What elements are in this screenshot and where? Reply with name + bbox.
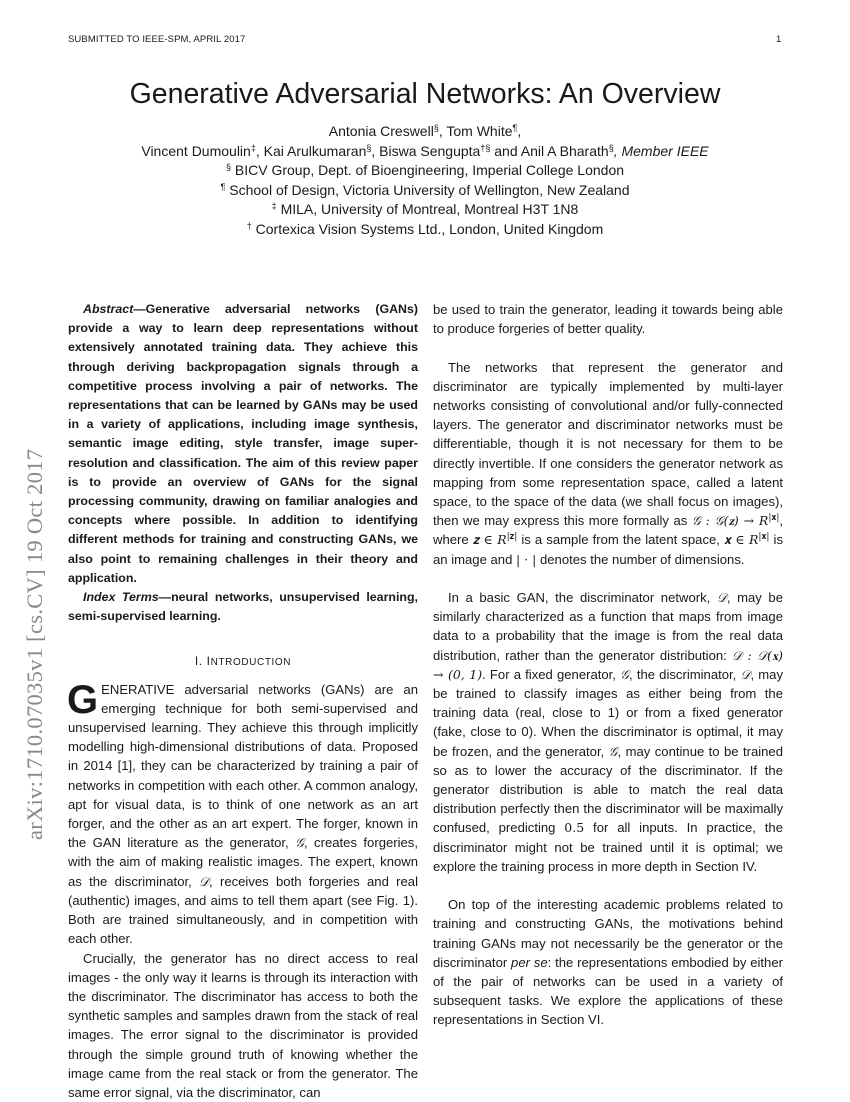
affiliation xyxy=(0,181,850,201)
text: . For a fixed generator, xyxy=(482,667,620,682)
affiliation xyxy=(0,161,850,181)
text: —neural networks, unsupervised learning, semi-supervised learning. xyxy=(68,590,418,623)
math: 𝒟 xyxy=(740,667,750,682)
text: : the representations embodied by either of the pair of networks can be used in a variety of subsequent tasks. We explore the applications of these representations in Section VI. xyxy=(433,955,783,1028)
running-head: SUBMITTED TO IEEE-SPM, APRIL 2017 xyxy=(68,34,245,45)
text: , may continue to be trained so as to lower the accuracy of the discriminator. If the generator distribution is able to match the real data distribution perfectly then the discriminator will be maximally confused, predicting xyxy=(433,744,783,836)
affiliation xyxy=(0,200,850,220)
math-superscript: |𝐳| xyxy=(507,532,518,542)
text: ENERATIVE adversarial networks (GANs) are an emerging technique for both semi-supervised and unsupervised learning. They achieve this through implicitly modelling high-dimensional distributions of data. Proposed in 2014 [1], they can be characterized by training a pair of networks in competition with each other. A common analogy, apt for visual data, is to think of one network as an art forger, and the other as an art expert. The forger, known in the GAN literature as the generator, xyxy=(68,682,418,851)
author-line xyxy=(0,142,850,162)
left-column xyxy=(68,300,418,1102)
author-name: and Anil A Bharath xyxy=(490,143,608,159)
paper-title: Generative Adversarial Networks: An Overview xyxy=(0,78,850,111)
affiliation-text: MILA, University of Montreal, Montreal H3T 1N8 xyxy=(277,201,579,217)
body-paragraph xyxy=(433,358,783,569)
text: , where xyxy=(433,513,783,547)
math: | · | xyxy=(516,552,536,567)
math: 𝒢 : 𝒢(𝐳) → R xyxy=(692,513,768,528)
text: is a sample from the latent space, xyxy=(517,532,724,547)
text: is an image and xyxy=(433,532,783,566)
author-name: Antonia Creswell xyxy=(329,123,434,139)
body-paragraph xyxy=(68,949,418,1102)
abstract-paragraph xyxy=(68,588,418,626)
text: I. I xyxy=(195,654,211,668)
author-name: , Kai Arulkumaran xyxy=(256,143,367,159)
text: , may be similarly characterized as a function that maps from image data to a probability that the image is from the real data distribution, rather than the generator distribution: xyxy=(433,590,783,663)
math: 𝒢 xyxy=(609,744,618,759)
math: 𝐳 ∈ R xyxy=(473,532,507,547)
author-block xyxy=(0,122,850,239)
right-column xyxy=(433,300,783,1049)
abstract-paragraph xyxy=(68,300,418,588)
run-in-heading: Index Terms xyxy=(83,590,159,604)
affiliation-mark: ‡ xyxy=(251,143,256,153)
author-name: , Biswa Sengupta xyxy=(371,143,480,159)
affiliation-mark: § xyxy=(226,162,231,172)
affiliation-text: School of Design, Victoria University of Wellington, New Zealand xyxy=(225,182,629,198)
affiliation-mark: ¶ xyxy=(513,123,518,133)
body-paragraph xyxy=(433,588,783,876)
math: 𝐱 ∈ R xyxy=(724,532,758,547)
affiliation-mark: § xyxy=(366,143,371,153)
math: 𝒢 xyxy=(620,667,629,682)
body-paragraph xyxy=(433,300,783,338)
run-in-heading: Abstract xyxy=(83,302,133,316)
affiliation-mark: ‡ xyxy=(272,201,277,211)
text: Crucially, the generator has no direct access to real images - the only way it learns is through its interaction with the discriminator. The discriminator has access to both the synthetic samples and samples drawn from the stack of real images. The error signal to the discriminator is provided through the simple ground truth of knowing whether the image came from the real stack or from the generator. The same error signal, via the discriminator, can xyxy=(68,951,418,1100)
text: , creates forgeries, with the aim of making realistic images. The expert, known as the discriminator, xyxy=(68,835,418,888)
affiliation-mark: § xyxy=(609,143,614,153)
text: , may be trained to classify images as either being from the training data (real, close to 1) or from a fixed generator (fake, close to 0). When the discriminator is optimal, it may be frozen, and the generator, xyxy=(433,667,783,759)
affiliation-mark: ¶ xyxy=(221,182,226,192)
drop-cap: G xyxy=(67,683,98,717)
math: 𝒢 xyxy=(295,835,304,850)
author-name: , Tom White xyxy=(439,123,513,139)
affiliation-text: BICV Group, Dept. of Bioengineering, Imperial College London xyxy=(231,162,624,178)
math-superscript: |𝐱| xyxy=(758,532,769,542)
math: 𝒟 xyxy=(199,874,209,889)
math: 𝒟 xyxy=(717,590,727,605)
text: be used to train the generator, leading it towards being able to produce forgeries of better quality. xyxy=(433,302,783,336)
math-superscript: |𝐱| xyxy=(768,513,779,523)
math: 0.5 xyxy=(564,820,584,835)
math: 𝒟 : 𝒟(𝐱) → (0, 1) xyxy=(433,648,783,682)
affiliation xyxy=(0,220,850,240)
page-number: 1 xyxy=(776,34,781,45)
body-paragraph xyxy=(68,680,418,949)
section-heading xyxy=(68,652,418,672)
text: , receives both forgeries and real (authentic) images, and aims to tell them apart (see Fig. 1). Both are trained simultaneously, and in competition with each other. xyxy=(68,874,418,947)
author-name: Vincent Dumoulin xyxy=(141,143,250,159)
author-name: , xyxy=(517,123,521,139)
member-note: , Member IEEE xyxy=(614,143,709,159)
text: In a basic GAN, the discriminator network, xyxy=(448,590,717,605)
text: , the discriminator, xyxy=(629,667,740,682)
affiliation-mark: § xyxy=(434,123,439,133)
author-line xyxy=(0,122,850,142)
affiliation-text: Cortexica Vision Systems Ltd., London, United Kingdom xyxy=(252,221,603,237)
affiliation-mark: † xyxy=(247,221,252,231)
text: —Generative adversarial networks (GANs) provide a way to learn deep representations without extensively annotated training data. They achieve this through deriving backpropagation signals through a competitive process involving a pair of networks. The representations that can be learned by GANs may be used in a variety of applications, including image synthesis, semantic image editing, style transfer, image super-resolution and classification. The aim of this review paper is to provide an overview of GANs for the signal processing community, drawing on familiar analogies and concepts where possible. In addition to identifying different methods for training and constructing GANs, we also point to remaining challenges in their theory and application. xyxy=(68,302,418,585)
body-paragraph xyxy=(433,895,783,1029)
small-caps-text: NTRODUCTION xyxy=(211,657,291,668)
emphasis: per se xyxy=(511,955,548,970)
text: The networks that represent the generator and discriminator are typically implemented by multi-layer networks consisting of convolutional and/or fully-connected layers. The generator and discriminator networks must be differentiable, though it is not necessary for them to be directly invertible. If one considers the generator network as mapping from some representation space, called a latent space, to the space of the data (we shall focus on images), then we may express this more formally as xyxy=(433,360,783,529)
arxiv-stamp: arXiv:1710.07035v1 [cs.CV] 19 Oct 2017 xyxy=(22,449,48,840)
text: for all inputs. In practice, the discriminator might not be trained until it is optimal; we explore the training process in more depth in Section IV. xyxy=(433,820,783,873)
text: On top of the interesting academic problems related to training and constructing GANs, the motivations behind training GANs may not necessarily be the generator or the discriminator xyxy=(433,897,783,970)
affiliation-mark: †§ xyxy=(480,143,490,153)
text: denotes the number of dimensions. xyxy=(536,552,744,567)
